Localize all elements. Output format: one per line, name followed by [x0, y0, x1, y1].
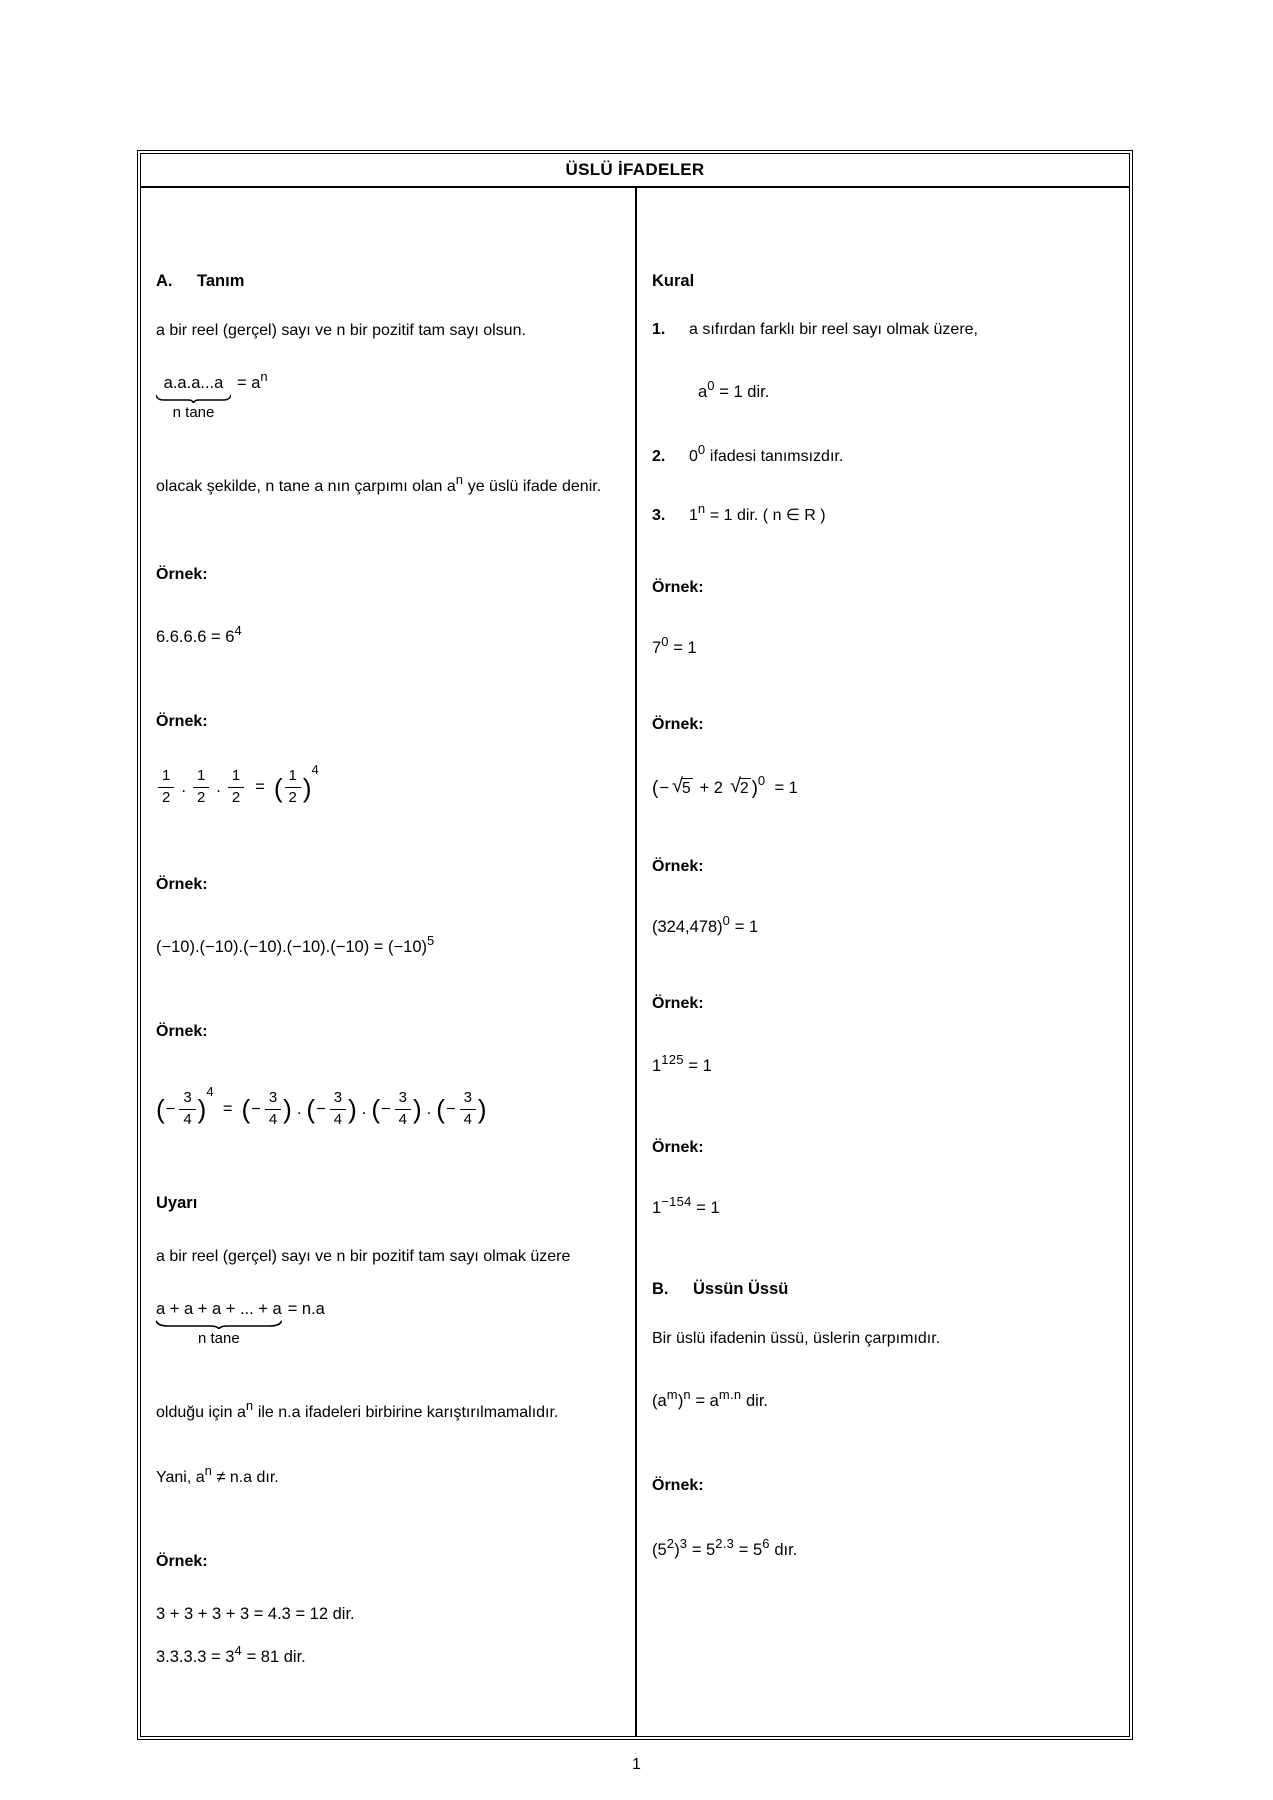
rule-1 — [652, 319, 1109, 341]
example-decimal-body: (324,478) — [652, 918, 723, 937]
ornek-label: Örnek: — [156, 713, 208, 731]
example-1-body: 6.6.6.6 = 6 — [156, 628, 235, 647]
equals-sign: = — [222, 1099, 233, 1118]
section-a-heading — [156, 272, 609, 291]
minus-sign: − — [381, 1099, 391, 1118]
exponent-n: n — [260, 369, 268, 385]
right-column — [635, 188, 1129, 1736]
power-of-power-text: Bir üslü ifadenin üssü, üslerin çarpımıdır. — [652, 1329, 941, 1347]
ornek-label: Örnek: — [652, 1138, 704, 1156]
plus-two: + 2 — [699, 778, 723, 797]
rule-2 — [652, 442, 1109, 468]
example-5-body: 3.3.3.3 = 3 — [156, 1648, 235, 1667]
fraction-one-half — [285, 767, 301, 808]
open-paren: ( — [241, 1094, 251, 1125]
exponent-m: m — [666, 1386, 678, 1402]
numerator: 3 — [330, 1089, 346, 1110]
fraction-three-fourths — [265, 1089, 281, 1130]
underbrace-label: n tane — [172, 404, 215, 422]
multiplication-dot: . — [181, 778, 186, 797]
example-5-line-1: 3 + 3 + 3 + 3 = 4.3 = 12 dir. — [156, 1605, 355, 1624]
underbrace-group — [156, 1300, 282, 1347]
sum-sequence: a + a + a + ... + a — [156, 1299, 282, 1318]
minus-sign: − — [316, 1099, 326, 1118]
equals-one: = 1 — [774, 778, 798, 797]
denominator: 4 — [333, 1110, 343, 1128]
close-paren: ) — [674, 1540, 680, 1559]
exponent-minus-154: −154 — [661, 1193, 692, 1209]
rule-3-text — [689, 500, 826, 527]
definition-text — [156, 472, 609, 498]
open-paren: ( — [652, 1540, 658, 1559]
numerator: 3 — [460, 1089, 476, 1110]
exponent-4: 4 — [206, 1084, 214, 1100]
yani-after: ≠ n.a dır. — [212, 1468, 279, 1486]
exponent-2: 2 — [666, 1535, 675, 1551]
minus-sign: − — [251, 1099, 261, 1118]
exponent-0: 0 — [757, 773, 766, 789]
exponent-n: n — [455, 472, 464, 488]
two-column-layout — [141, 188, 1129, 1736]
numerator: 1 — [193, 767, 209, 788]
definition-text-before: olacak şekilde, n tane a nın çarpımı olan a — [156, 478, 456, 496]
formula-suffix: dir. — [741, 1391, 769, 1410]
base-5: 5 — [657, 1540, 667, 1559]
multiplication-dot: . — [216, 778, 221, 797]
sum-equation — [156, 1300, 609, 1347]
section-a-letter: A. — [156, 272, 173, 290]
fraction-one-half — [228, 767, 244, 808]
close-paren: ) — [477, 1094, 487, 1125]
rule-1-text: a sıfırdan farklı bir reel sayı olmak üzere, — [689, 321, 978, 338]
exponent-4: 4 — [234, 1643, 242, 1659]
open-paren: ( — [273, 772, 283, 803]
yani-text — [156, 1462, 609, 1489]
uyari-label: Uyarı — [156, 1193, 198, 1212]
yani-before: Yani, a — [156, 1468, 205, 1486]
example-3-equation — [156, 932, 609, 959]
close-paren: ) — [677, 1391, 684, 1410]
definition-intro: a bir reel (gerçel) sayı ve n bir pozitif tam sayı olsun. — [156, 322, 526, 339]
equals-one: = 1 — [668, 639, 697, 658]
section-b-title: Üssün Üssü — [693, 1279, 789, 1298]
base-1: 1 — [689, 506, 698, 524]
close-paren: ) — [751, 777, 758, 799]
ornek-label: Örnek: — [156, 875, 208, 893]
rule-2-number: 2. — [652, 448, 666, 466]
base-a: a — [698, 383, 708, 402]
denominator: 2 — [196, 789, 206, 807]
ornek-label: Örnek: — [652, 1476, 704, 1494]
denominator: 4 — [268, 1110, 278, 1128]
example-sqrt-equation — [652, 773, 1109, 799]
exponent-3: 3 — [679, 1535, 688, 1551]
left-column — [141, 188, 635, 1736]
ornek-label: Örnek: — [156, 566, 208, 584]
confusion-warning-text — [156, 1397, 609, 1424]
denominator: 4 — [398, 1110, 407, 1128]
denominator: 4 — [183, 1110, 192, 1128]
power-of-power-formula — [652, 1386, 1109, 1413]
denominator: 2 — [231, 789, 241, 807]
exponent-6: 6 — [762, 1535, 770, 1551]
open-paren: ( — [371, 1094, 381, 1125]
exponent-5: 5 — [427, 932, 435, 948]
fraction-three-fourths — [460, 1089, 476, 1130]
equals-base-5: = 5 — [687, 1540, 716, 1559]
multiplication-dot: . — [426, 1099, 432, 1118]
rule-1-equation-rest: = 1 dir. — [714, 383, 770, 402]
ornek-label: Örnek: — [652, 716, 704, 734]
section-a-title: Tanım — [197, 272, 245, 290]
equals-base-a: = a — [690, 1391, 719, 1410]
fraction-three-fourths — [330, 1089, 346, 1130]
section-b-heading — [652, 1280, 1109, 1299]
multiplication-dot: . — [296, 1099, 302, 1118]
exponent-mn: m.n — [718, 1386, 742, 1402]
page-number: 1 — [632, 1756, 641, 1773]
equals-base: = a — [237, 374, 261, 393]
exponent-0: 0 — [722, 913, 731, 929]
exponent-125: 125 — [661, 1052, 684, 1068]
open-paren: ( — [306, 1094, 316, 1125]
exponent-0: 0 — [661, 634, 669, 650]
numerator: 3 — [179, 1089, 195, 1110]
section-b-letter: B. — [652, 1279, 669, 1298]
equals-one: = 1 — [683, 1057, 712, 1076]
example-2-equation — [156, 762, 609, 808]
close-paren: ) — [413, 1094, 422, 1125]
base-1: 1 — [652, 1198, 662, 1217]
exponent-0: 0 — [707, 378, 715, 394]
underbrace-icon — [156, 394, 231, 403]
open-paren: ( — [436, 1094, 445, 1125]
exponent-n: n — [245, 1397, 254, 1413]
multiplication-dot: . — [361, 1099, 367, 1118]
close-paren: ) — [348, 1094, 357, 1125]
exponent-4: 4 — [234, 623, 242, 639]
definition-rhs — [237, 369, 268, 393]
denominator: 4 — [463, 1110, 472, 1128]
sqrt-2 — [729, 775, 751, 798]
ornek-label: Örnek: — [652, 858, 704, 876]
confusion-after: ile n.a ifadeleri birbirine karıştırılmamalıdır. — [253, 1403, 559, 1421]
example-4-equation — [156, 1084, 609, 1130]
radical-icon: √ — [671, 775, 683, 798]
numerator: 1 — [158, 767, 174, 788]
definition-text-after: ye üslü ifade denir. — [463, 478, 602, 496]
base-a: a — [657, 1391, 667, 1410]
ornek-label: Örnek: — [652, 579, 704, 597]
example-seven-power-zero — [652, 634, 1109, 660]
confusion-before: olduğu için a — [156, 1403, 246, 1421]
minus-sign: − — [659, 778, 669, 797]
rule-3-rest: = 1 dir. ( n ∈ R ) — [705, 506, 826, 524]
exponent-n: n — [697, 500, 706, 516]
example-one-power-negative-154 — [652, 1193, 1109, 1220]
underbrace-label: n tane — [197, 1329, 240, 1347]
exponent-n: n — [204, 1462, 213, 1478]
ornek-label: Örnek: — [652, 995, 704, 1013]
rule-2-text — [689, 442, 844, 468]
ornek-label: Örnek: — [156, 1553, 208, 1571]
example-suffix: dır. — [769, 1540, 798, 1559]
close-paren: ) — [283, 1094, 292, 1125]
numerator: 3 — [395, 1089, 411, 1110]
worksheet-frame — [137, 150, 1133, 1740]
open-paren: ( — [156, 1094, 165, 1125]
equals-one: = 1 — [730, 918, 759, 937]
example-one-power-125 — [652, 1052, 1109, 1078]
fraction-one-half — [158, 767, 174, 808]
example-3-body: (−10).(−10).(−10).(−10).(−10) = (−10) — [156, 937, 428, 956]
sqrt-5 — [671, 775, 693, 798]
uyari-text: a bir reel (gerçel) sayı ve n bir pozitif tam sayı olmak üzere — [156, 1247, 571, 1265]
kural-heading: Kural — [652, 272, 695, 290]
base-1: 1 — [652, 1057, 662, 1076]
definition-equation — [156, 369, 609, 422]
sum-rhs: = n.a — [287, 1299, 325, 1318]
radicand-2: 2 — [739, 780, 749, 798]
product-sequence: a.a.a...a — [163, 374, 224, 393]
numerator: 3 — [265, 1089, 281, 1110]
denominator: 2 — [162, 789, 171, 807]
rule-1-equation — [698, 378, 1109, 404]
exponent-n: n — [683, 1386, 691, 1402]
base-7: 7 — [652, 639, 662, 658]
underbrace-group — [156, 374, 231, 421]
power-of-power-example — [652, 1535, 1109, 1562]
page-title: ÜSLÜ İFADELER — [141, 154, 1129, 188]
underbrace-icon — [156, 1320, 282, 1329]
numerator: 1 — [228, 767, 244, 788]
exponent-4: 4 — [311, 762, 320, 778]
fraction-one-half — [193, 767, 209, 808]
minus-sign: − — [445, 1099, 456, 1118]
exponent-2-3: 2.3 — [715, 1535, 735, 1551]
close-paren: ) — [197, 1094, 207, 1125]
example-decimal-power-zero — [652, 913, 1109, 939]
open-paren: ( — [652, 777, 659, 799]
ornek-label: Örnek: — [156, 1023, 208, 1041]
rule-1-number: 1. — [652, 321, 666, 338]
open-paren: ( — [652, 1391, 658, 1410]
rule-2-rest: ifadesi tanımsızdır. — [705, 448, 844, 466]
equals-sign: = — [255, 778, 265, 797]
rule-3-number: 3. — [652, 506, 666, 524]
fraction-three-fourths — [179, 1089, 195, 1130]
equals-base-5: = 5 — [734, 1540, 763, 1559]
example-1-equation — [156, 623, 609, 649]
minus-sign: − — [165, 1099, 176, 1118]
rule-3 — [652, 500, 1109, 527]
base-0: 0 — [689, 448, 698, 466]
radicand-5: 5 — [681, 780, 691, 798]
radical-icon: √ — [729, 775, 741, 798]
numerator: 1 — [285, 767, 301, 788]
example-5-line-2 — [156, 1643, 609, 1669]
example-5-after: = 81 dir. — [241, 1648, 306, 1667]
denominator: 2 — [288, 789, 297, 807]
exponent-0: 0 — [697, 442, 706, 458]
close-paren: ) — [302, 772, 312, 803]
equals-one: = 1 — [691, 1198, 720, 1217]
fraction-three-fourths — [395, 1089, 411, 1130]
